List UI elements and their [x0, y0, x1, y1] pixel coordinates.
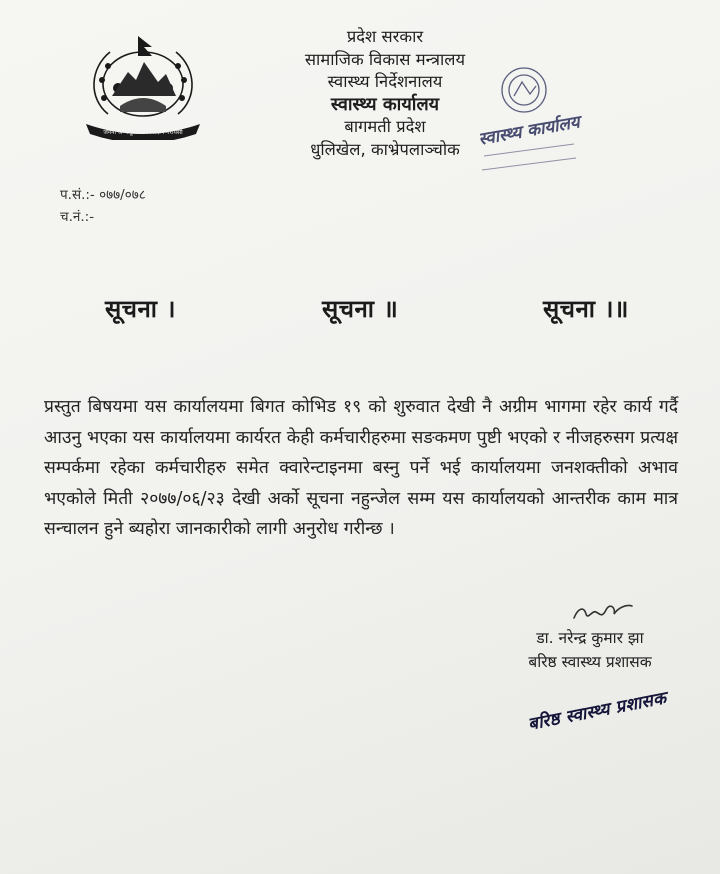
nepal-emblem-icon: [78, 28, 208, 140]
notice-body: प्रस्तुत बिषयमा यस कार्यालयमा बिगत कोभिड १९ को शुरुवात देखी नै अग्रीम भागमा रहेर कार्य गर्दै आउनु भएका यस कार्यालयमा कार्यरत केही कर्मचारीहरुमा सङकमण पुष्टी भएको र नीजहरुसग प्रत्यक्ष सम्पर्कमा रहेका कर्मचारीहरु समेत क्वारेन्टाइनमा बस्नु पर्ने भई कार्यालयमा जनशक्तीको अभाव भएकोले मिती २०७७/०६/२३ देखी अर्को सूचना नहुन्जेल सम्म यस कार्यालयको आन्तरीक काम मात्र सन्चालन हुने ब्यहोरा जानकारीको लागी अनुरोध गरीन्छ ।: [44, 397, 678, 539]
signature-icon: [570, 598, 640, 624]
header-line-government: प्रदेश सरकार: [346, 27, 424, 46]
designation-stamp: बरिष्ठ स्वास्थ्य प्रशासक: [526, 688, 669, 735]
letter-number: प.सं.:- ०७७/०७८: [60, 187, 146, 203]
dispatch-number: च.नं.:-: [60, 209, 95, 225]
header-line-office: स्वास्थ्य कार्यालय: [330, 93, 440, 115]
signer-block: [490, 626, 690, 674]
notice-title-2: सूचना ॥: [322, 295, 399, 323]
office-stamp-text: स्वास्थ्य कार्यालय: [477, 112, 582, 150]
header-line-ministry: सामाजिक विकास मन्त्रालय: [304, 49, 466, 69]
signer-title: बरिष्ठ स्वास्थ्य प्रशासक: [528, 653, 652, 671]
signer-name: डा. नरेन्द्र कुमार झा: [536, 629, 644, 647]
header-line-province: बागमती प्रदेश: [344, 117, 426, 136]
emblem-motto: जननी जन्मभूमिश्च स्वर्गादपि गरीयसी: [103, 129, 183, 136]
header-line-directorate: स्वास्थ्य निर्देशनालय: [327, 72, 443, 91]
notice-title-3: सूचना ।॥: [543, 295, 629, 323]
office-stamp-icon: [464, 56, 606, 186]
header-line-location: धुलिखेल, काभ्रेपलाञ्चोक: [310, 139, 460, 159]
reference-numbers: [60, 184, 146, 228]
notice-title-1: सूचना ।: [105, 295, 176, 323]
